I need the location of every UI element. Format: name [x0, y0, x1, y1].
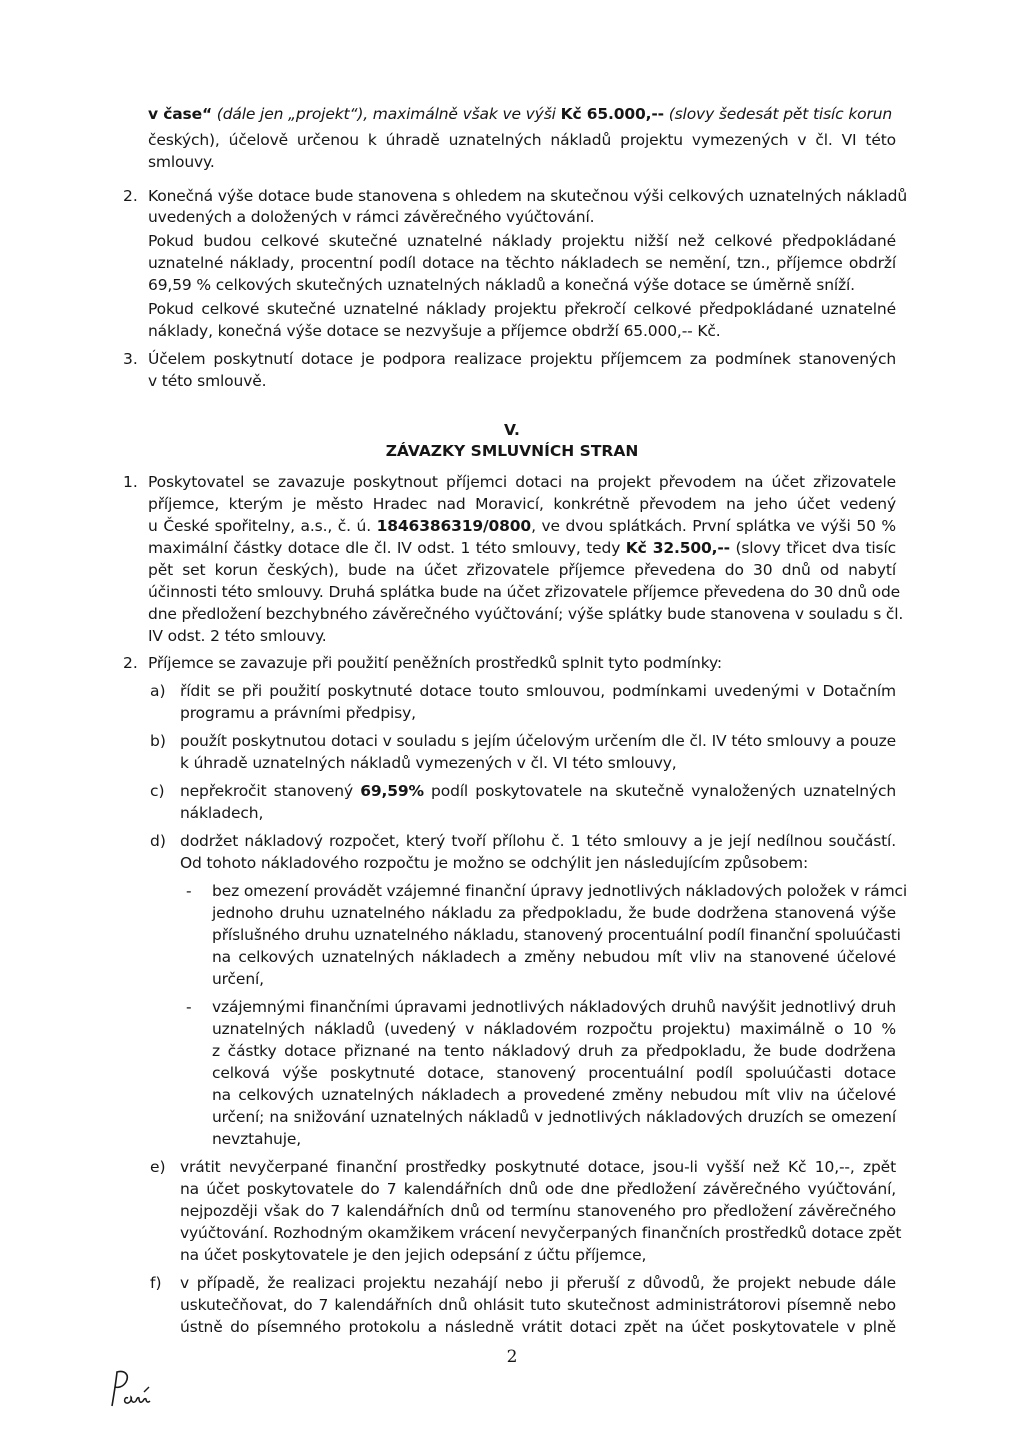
text-run: dne předložení bezchybného závěrečného vyúčtování; výše splátky bude stanovena v souladu s čl. [148, 605, 904, 623]
text-run: IV odst. 2 této smlouvy. [148, 627, 327, 645]
text-run: ústně do písemného protokolu a následně vrátit dotaci zpět na účet poskytovatele v plně [180, 1318, 896, 1336]
text-line [180, 1245, 896, 1265]
text-run: uvedených a doložených v rámci závěrečného vyúčtování. [148, 208, 595, 226]
text-line [148, 582, 901, 602]
text-run: na účet poskytovatele je den jejich odepsání z účtu příjemce, [180, 1246, 647, 1264]
text-run: smlouvy. [148, 153, 215, 171]
text-run: vzájemnými finančními úpravami jednotlivých nákladových druhů navýšit jednotlivý druh [212, 998, 896, 1016]
text-line [148, 538, 896, 558]
list-marker: e) [150, 1158, 166, 1176]
text-run: určení, [212, 970, 264, 988]
text-run: (dále jen „projekt“), maximálně však ve výši [212, 105, 561, 123]
text-line [148, 186, 908, 206]
list-marker: c) [150, 782, 165, 800]
text-run: uznatelné náklady, procentní podíl dotace na těchto nákladech se nemění, tzn., příjemce obdrží [148, 254, 896, 272]
text-run: Konečná výše dotace bude stanovena s ohledem na skutečnou výši celkových uznatelných nákladů [148, 187, 908, 205]
text-line [148, 653, 896, 673]
text-run: náklady, konečná výše dotace se nezvyšuje a příjemce obdrží 65.000,-- Kč. [148, 322, 721, 340]
text-run: příslušného druhu uznatelného nákladu, stanovený procentuální podíl finanční spoluúčasti [212, 926, 901, 944]
text-run: Od tohoto nákladového rozpočtu je možno se odchýlit jen následujícím způsobem: [180, 854, 809, 872]
section-heading: ZÁVAZKY SMLUVNÍCH STRAN [385, 442, 639, 460]
text-line [180, 1179, 896, 1199]
text-run: 69,59 % celkových skutečných uznatelných nákladů a konečná výše dotace se úměrně sníží. [148, 276, 855, 294]
list-marker: 2. [123, 654, 138, 672]
text-line [212, 1063, 896, 1083]
text-run: programu a právními předpisy, [180, 704, 416, 722]
text-run: nepřekročit stanovený [180, 782, 361, 800]
text-line [180, 831, 896, 851]
text-run: maximální částky dotace dle čl. IV odst. 1 této smlouvy, tedy [148, 539, 626, 557]
text-run: uskutečňovat, do 7 kalendářních dnů ohlásit tuto skutečnost administrátorovi písemně nebo [180, 1296, 896, 1314]
list-marker: - [186, 998, 192, 1016]
text-line [180, 1201, 896, 1221]
text-line [180, 1295, 896, 1315]
text-line [212, 947, 896, 967]
text-line [180, 681, 896, 701]
text-line [180, 753, 896, 773]
text-run: (slovy třicet dva tisíc [729, 539, 897, 557]
text-run: 69,59% [360, 782, 424, 800]
page-number: 2 [506, 1347, 518, 1367]
list-marker: f) [150, 1274, 162, 1292]
text-line [180, 803, 896, 823]
text-run: pět set korun českých), bude na účet zřizovatele příjemce převedena do 30 dnů od nabytí [148, 561, 896, 579]
text-line [148, 560, 896, 580]
text-line [212, 1085, 896, 1105]
text-line [180, 731, 896, 751]
text-line [180, 703, 896, 723]
text-run: řídit se při použití poskytnuté dotace touto smlouvou, podmínkami uvedenými v Dotačním [180, 682, 896, 700]
text-run: , ve dvou splátkách. První splátka ve výši 50 % [531, 517, 896, 535]
list-marker: - [186, 882, 192, 900]
text-run: bez omezení provádět vzájemné finanční úpravy jednotlivých nákladových položek v rámci [212, 882, 908, 900]
text-run: dodržet nákladový rozpočet, který tvoří přílohu č. 1 této smlouvy a je její nedílnou součástí. [180, 832, 896, 850]
text-line [148, 516, 896, 536]
text-run: Kč 65.000,-- [560, 105, 664, 123]
text-run: na účet poskytovatele do 7 kalendářních dnů ode dne předložení závěrečného vyúčtování, [180, 1180, 896, 1198]
text-line [148, 321, 896, 341]
signature-initials [108, 1368, 156, 1410]
list-marker: 2. [123, 187, 138, 205]
text-line [148, 253, 896, 273]
text-run: celková výše poskytnuté dotace, stanovený procentuální podíl spoluúčasti dotace [212, 1064, 896, 1082]
text-run: nejpozději však do 7 kalendářních dnů od termínu stanoveného pro předložení závěrečného [180, 1202, 896, 1220]
text-line [180, 781, 896, 801]
text-line [212, 925, 901, 945]
list-marker: a) [150, 682, 166, 700]
text-run: vyúčtování. Rozhodným okamžikem vrácení nevyčerpaných finančních prostředků dotace zpět [180, 1224, 902, 1242]
text-line [180, 853, 896, 873]
text-run: nevztahuje, [212, 1130, 302, 1148]
text-line [148, 152, 896, 172]
text-run: účinnosti této smlouvy. Druhá splátka bude na účet zřizovatele příjemce převedena do 30 dnů ode [148, 583, 901, 601]
text-line [212, 1041, 896, 1061]
list-marker: 1. [123, 473, 138, 491]
text-line [180, 1157, 896, 1177]
text-line [180, 1223, 902, 1243]
text-run: v této smlouvě. [148, 372, 267, 390]
text-line [148, 371, 896, 391]
text-run: podíl poskytovatele na skutečně vynaložených uznatelných [423, 782, 896, 800]
text-run: na celkových uznatelných nákladech a provedené změny nebudou mít vliv na účelové [212, 1086, 896, 1104]
text-line [148, 207, 896, 227]
text-line [148, 494, 896, 514]
text-run: v čase“ [148, 105, 213, 123]
text-line [180, 1317, 896, 1337]
text-line [212, 1107, 896, 1127]
text-line [148, 626, 896, 646]
text-line [212, 881, 908, 901]
text-run: Pokud celkové skutečné uznatelné náklady projektu překročí celkové předpokládané uznatelné [148, 300, 896, 318]
text-line [212, 997, 896, 1017]
list-marker: d) [150, 832, 166, 850]
text-line [148, 231, 896, 251]
text-line [148, 299, 896, 319]
text-run: použít poskytnutou dotaci v souladu s jejím účelovým určením dle čl. IV této smlouvy a pouze [180, 732, 896, 750]
text-run: českých), účelově určenou k úhradě uznatelných nákladů projektu vymezených v čl. VI této [148, 131, 896, 149]
text-run: (slovy šedesát pět tisíc korun [663, 105, 893, 123]
section-heading: V. [504, 421, 520, 439]
text-run: 1846386319/0800 [376, 517, 532, 535]
text-line [148, 349, 896, 369]
text-run: příjemce, kterým je město Hradec nad Moravicí, konkrétně převodem na jeho účet vedený [148, 495, 896, 513]
text-line [212, 1129, 896, 1149]
text-line [180, 1273, 896, 1293]
text-line [212, 903, 896, 923]
text-run: k úhradě uznatelných nákladů vymezených v čl. VI této smlouvy, [180, 754, 677, 772]
text-run: vrátit nevyčerpané finanční prostředky poskytnuté dotace, jsou-li vyšší než Kč 10,--, zpět [180, 1158, 896, 1176]
text-line [148, 472, 896, 492]
list-marker: b) [150, 732, 166, 750]
text-run: Pokud budou celkové skutečné uznatelné náklady projektu nižší než celkové předpokládané [148, 232, 896, 250]
text-line [148, 275, 896, 295]
text-run: v případě, že realizaci projektu nezahájí nebo ji přeruší z důvodů, že projekt nebude dále [180, 1274, 896, 1292]
text-run: uznatelných nákladů (uvedený v nákladovém rozpočtu projektu) maximálně o 10 % [212, 1020, 896, 1038]
text-line [212, 969, 896, 989]
list-marker: 3. [123, 350, 138, 368]
text-line [148, 130, 896, 150]
text-run: Kč 32.500,-- [625, 539, 730, 557]
text-run: Poskytovatel se zavazuje poskytnout příjemci dotaci na projekt převodem na účet zřizovatele [148, 473, 896, 491]
text-run: určení; na snižování uznatelných nákladů v jednotlivých nákladových druzích se omezení [212, 1108, 896, 1126]
text-run: z částky dotace přiznané na tento nákladový druh za předpokladu, že bude dodržena [212, 1042, 896, 1060]
text-run: nákladech, [180, 804, 264, 822]
text-line [212, 1019, 896, 1039]
text-run: na celkových uznatelných nákladech a změny nebudou mít vliv na stanovené účelové [212, 948, 896, 966]
text-run: Účelem poskytnutí dotace je podpora realizace projektu příjemcem za podmínek stanovených [148, 350, 896, 368]
text-line [148, 104, 896, 124]
text-run: u České spořitelny, a.s., č. ú. [148, 517, 377, 535]
text-run: jednoho druhu uznatelného nákladu za předpokladu, že bude dodržena stanovená výše [212, 904, 896, 922]
text-line [148, 604, 904, 624]
text-run: Příjemce se zavazuje při použití peněžních prostředků splnit tyto podmínky: [148, 654, 722, 672]
